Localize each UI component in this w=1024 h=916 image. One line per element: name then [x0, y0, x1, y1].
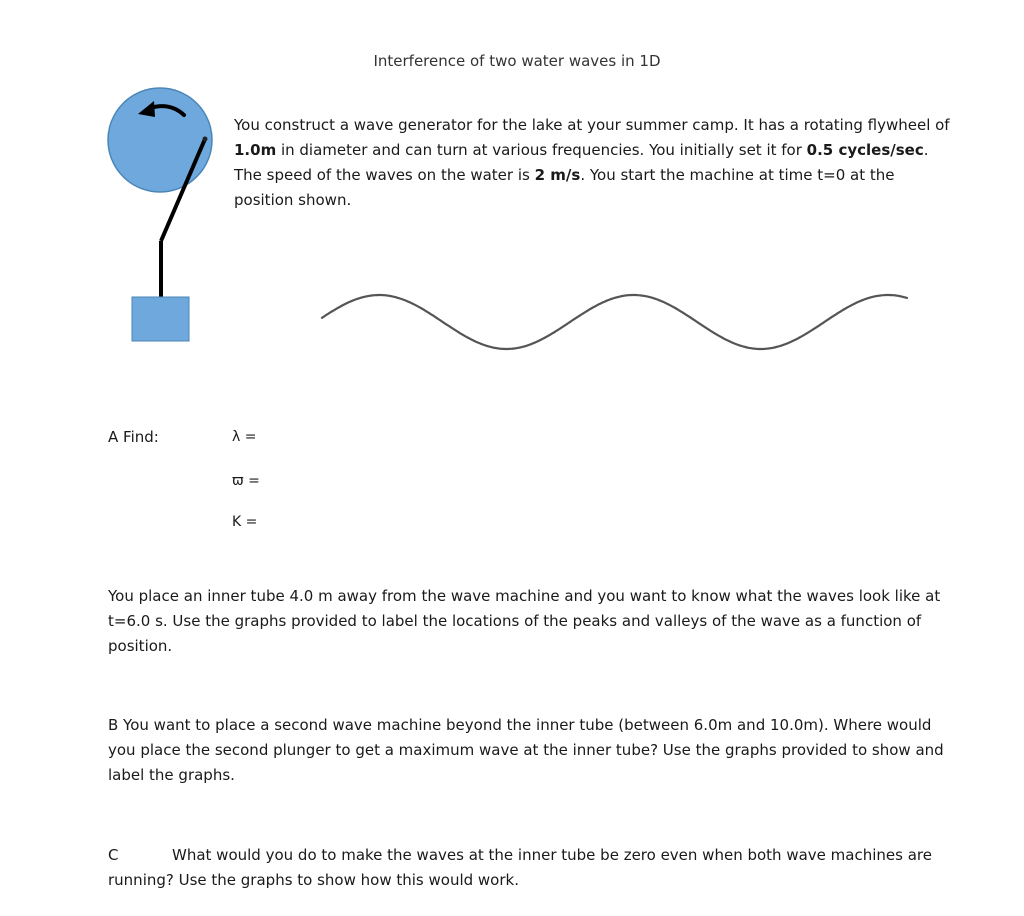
intro-text-3: . The speed of the waves on the water is: [234, 141, 929, 184]
k-label: K =: [232, 514, 258, 530]
wave-curve: [320, 285, 920, 365]
intro-text-2: in diameter and can turn at various frequencies. You initially set it for: [276, 141, 807, 159]
intro-text-1: You construct a wave generator for the lake at your summer camp. It has a rotating flywheel of: [234, 116, 950, 134]
page-title: Interference of two water waves in 1D: [373, 52, 661, 70]
part-c-letter: C: [108, 846, 119, 864]
frequency-value: 0.5 cycles/sec: [806, 141, 924, 159]
lambda-label: λ =: [232, 429, 257, 445]
crank-pin: [203, 137, 208, 142]
part-b-paragraph: B You want to place a second wave machine beyond the inner tube (between 6.0m and 10.0m). Where would you place the second plunger to get a maximum wave at the inner tube? Use the graphs provided to show and label the graphs.: [108, 716, 944, 784]
wave-speed-value: 2 m/s: [534, 166, 581, 184]
intro-paragraph: [234, 113, 954, 213]
part-a-label: A Find:: [108, 428, 159, 446]
flywheel-diameter: 1.0m: [234, 141, 277, 159]
inner-tube-paragraph: You place an inner tube 4.0 m away from the wave machine and you want to know what the waves look like at t=6.0 s. Use the graphs provided to label the locations of the peaks and valleys of the wave as a function of position.: [108, 587, 941, 655]
part-c-text: What would you do to make the waves at the inner tube be zero even when both wave machines are running? Use the graphs to show how this would work.: [108, 846, 932, 889]
flywheel: [108, 88, 212, 192]
intro-text-4: . You start the machine at time t=0 at the position shown.: [234, 166, 895, 209]
plunger-block: [132, 297, 189, 341]
part-c-paragraph: [108, 843, 948, 893]
omega-label: ϖ =: [232, 473, 260, 489]
